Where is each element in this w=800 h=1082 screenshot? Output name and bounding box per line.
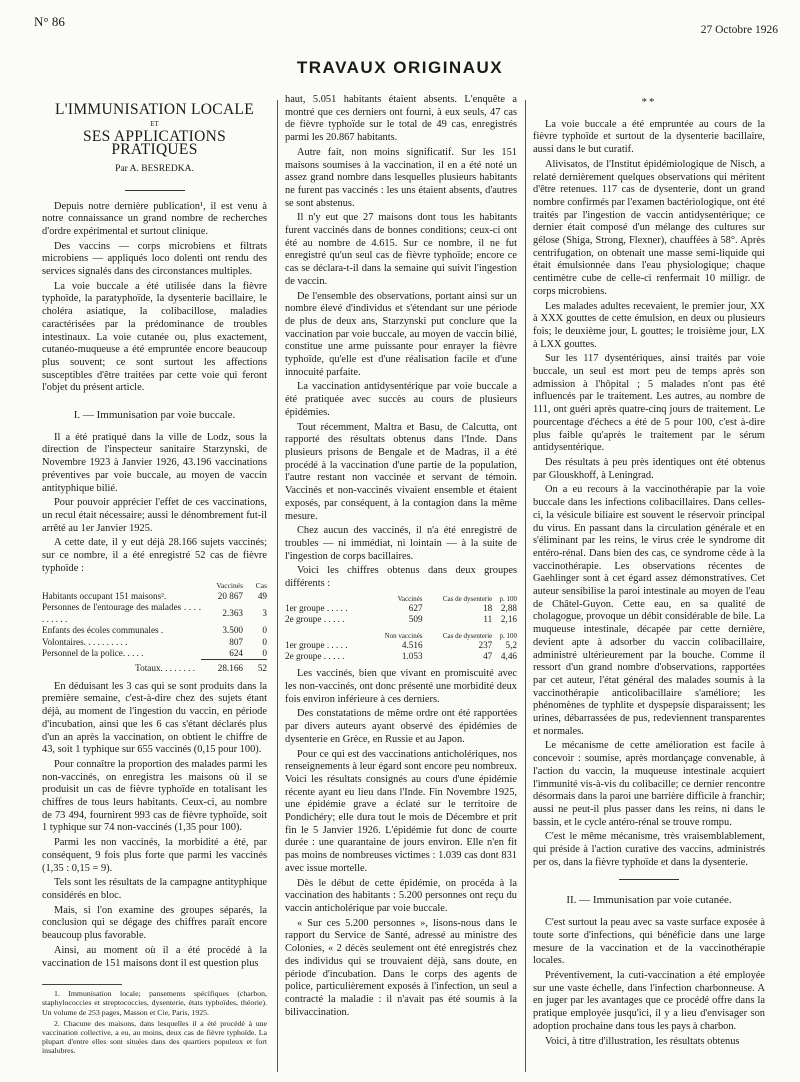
footnote-2: 2. Chacune des maisons, dans lesquelles il a été procédé à une vaccination collective, a eu, au moins, deux cas de fièvre typhoïde. La plupart d'entre elles sont situées dans des quartiers populeux et fort insalubres.: [42, 1018, 267, 1056]
paragraph: Ainsi, au moment où il a été procédé à la vaccination de 151 maisons dont il est question plus: [42, 944, 267, 969]
paragraph: Depuis notre dernière publication¹, il est venu à notre connaissance un grand nombre de recherches d'ordre expérimental et surtout clinique.: [42, 200, 267, 237]
footnote-rule: [42, 984, 122, 985]
paragraph: Les vaccinés, bien que vivant en promiscuité avec les non-vaccinés, ont donc présenté une morbidité deux fois environ inférieure à ces derniers.: [285, 668, 517, 705]
paragraph: Pour connaître la proportion des malades parmi les non-vaccinés, on enregistra les maisons où il se produisit un cas de fièvre typhoïde en totalisant les chiffres de tous leurs habitants. Ceux-ci, au nombre de 73 494, fournirent 993 cas de fièvre typhoïde, soit 1 typhique sur 74 non-vaccinés (1,35 pour 100).: [42, 758, 267, 834]
table-cell-cases: 47: [483, 650, 493, 661]
column-2: [285, 94, 517, 1021]
table-cell-label: Volontaires. . . . . . . . . .: [42, 636, 128, 647]
table-cell-vaccines: 807: [229, 636, 243, 647]
table-cell-vaccines: 624: [229, 647, 243, 658]
paragraph: Pour pouvoir apprécier l'effet de ces vaccinations, un recul était nécessaire; aussi le dénombrement fut-il arrêté au 1er Janvier 1925.: [42, 497, 267, 534]
table-cell-label: Personnes de l'entourage des malades . . . . . . . . . .: [42, 602, 201, 624]
table-cell-group: 1er groupe . . . . .: [285, 602, 348, 613]
table-cell-count: 4.516: [401, 639, 423, 650]
table-cell-vaccines: 3.500: [222, 625, 243, 636]
paragraph: Alivisatos, de l'Institut épidémiologique de Nisch, a relaté dernièrement quelques observations qui méritent d'être retenues. 117 cas de dysenterie, dont un grand nombre confirmés par l'examen bactériologique, ont été traités par l'ingestion de vaccin antidysentérique; ce dernier était composé d'un mélange des cultures sur gélose (Shiga, Strong, Flexner), chauffées à 58°. Après centrifugation, on obtenait une masse semi-liquide qui était émulsionnée dans l'eau physiologique; chaque centimètre cube de celle-ci renfermait 10 milligr. de corps microbiens.: [533, 158, 765, 297]
paragraph: C'est surtout la peau avec sa vaste surface exposée à toute sorte d'infections, qui bénéficie dans une large mesure de la vaccination et de la vaccinothérapie locales.: [533, 917, 765, 967]
table-header-cases: Cas: [255, 580, 267, 590]
table-cell-cases: 0: [262, 636, 267, 647]
paragraph: haut, 5.051 habitants étaient absents. L'enquête a montré que ces derniers ont fourni, à eux seuls, 47 cas de fièvre typhoïde sur le total de 49 cas, enregistrés parmi les 20.867 habitants.: [285, 94, 517, 144]
table-row: [42, 602, 267, 625]
paragraph: Tels sont les résultats de la campagne antityphique considérés en bloc.: [42, 877, 267, 901]
table-cell-group: 2e groupe . . . . .: [285, 650, 345, 661]
table-total-cases: 52: [243, 660, 267, 675]
paragraph: La vaccination antidysentérique par voie buccale a été pratiquée avec succès au cours de plusieurs épidémies.: [285, 381, 517, 418]
table-cell-cases: 18: [483, 602, 493, 613]
issue-date: 27 Octobre 1926: [700, 24, 778, 36]
paragraph: En déduisant les 3 cas qui se sont produits dans la première semaine, c'est-à-dire chez des sujets étant déjà, au moment de l'ingestion du vaccin, en période d'incubation, ainsi que les 6 cas s'étant déclarés plus d'un an après la vaccination, on obtient le chiffre de 43, soit 1 typhique sur 655 vaccinés (0,15 pour 100).: [42, 680, 267, 756]
column-3: [533, 94, 765, 1050]
table-cell-percent: 5,2: [505, 639, 517, 650]
table-cell-percent: 2,16: [500, 614, 517, 625]
paragraph: Voici les chiffres obtenus dans deux groupes différents :: [285, 565, 517, 590]
table-header-empty: [42, 580, 201, 591]
article-title-line-2: SES APPLICATIONS PRATIQUES: [82, 128, 227, 159]
dysentery-vaccination-table: [285, 595, 517, 663]
table-row: [285, 640, 517, 651]
table-cell-count: 1.053: [401, 650, 423, 661]
table-total-row: [42, 660, 267, 675]
paragraph: Il n'y eut que 27 maisons dont tous les habitants furent vaccinés dans de bonnes conditions; ceux-ci ont été au nombre de 4.615. Sur ce nombre, il ne fut enregistré qu'un seul cas de fièvre typhoïde; encore ce cas se déclara-t-il dans la semaine qui suivit l'ingestion de vaccin.: [285, 212, 517, 287]
table-cell-group: 1er groupe . . . . .: [285, 639, 348, 650]
table-cell-cases: 0: [262, 647, 267, 658]
table-cell-percent: 2,88: [500, 602, 517, 613]
table-row: [42, 591, 267, 602]
article-title-line-1: L'IMMUNISATION LOCALE: [55, 101, 254, 118]
paragraph: Des résultats à peu près identiques ont été obtenus par Glouskhoff, à Leningrad.: [533, 456, 765, 481]
article-author: Par A. BESREDKA.: [115, 163, 194, 174]
paragraph: Chez aucun des vaccinés, il n'a été enregistré de troubles — ni immédiat, ni lointain — à la suite de l'ingestion de corps bacillaires.: [285, 525, 517, 562]
table-cell-cases: 237: [478, 639, 493, 650]
table-header-percent: p. 100: [499, 594, 517, 603]
table-cell-cases: 11: [483, 614, 493, 625]
paragraph: Pour ce qui est des vaccinations anticholériques, nos renseignements à leur égard sont encore peu nombreux. Voici les résultats consignés au cours d'une épidémie récente ayant eu lieu dans l'Inde. Fin Novembre 1925, une épidémie grave a éclaté sur le territoire de Pondichéry; elle dura tout le mois de Décembre et prit fin le 5 Janvier 1926. L'épidémie fut donc de courte durée : une quarantaine de jours environ. Elle n'en fit pas moins de nombreuses victimes : 1.039 cas dont 831 avec issue mortelle.: [285, 748, 517, 874]
footnote-1: 1. Immunisation locale; pansements spécifiques (charbon, staphylococcies et streptococcies, dysenterie, états typhoïdes, théorie). Un volume de 253 pages, Masson et Cie, Paris, 1925.: [42, 989, 267, 1017]
paragraph: Parmi les non vaccinés, la morbidité a été, par conséquent, 9 fois plus forte que parmi les vaccinés (1,35 : 0,15 = 9).: [42, 837, 267, 874]
section-stars: **: [641, 96, 657, 108]
table-header-cases: Cas de dysenterie: [442, 594, 493, 603]
table-total-label: Totaux. . . . . . . .: [135, 663, 195, 674]
article-title-et: ET: [150, 119, 159, 128]
paragraph: La voie buccale a été empruntée au cours de la fièvre typhoïde et surtout de la dysenterie bacillaire, aussi dans le but curatif.: [533, 118, 765, 156]
paragraph: Sur les 117 dysentériques, ainsi traités par voie buccale, un seul est mort peu de temps après son admission à l'hôpital ; 5 malades n'ont pas été influencés par le traitement. Les autres, au nombre de 111, ont guéri après quatre-cinq jours de traitement. Le pourcentage d'échecs a été de 5 pour 100, c'est à-dire plus faible qu'après le traitement par le sérum antidysentérique.: [533, 353, 765, 454]
table-cell-label: Enfants des écoles communales .: [42, 625, 164, 636]
paragraph: On a eu recours à la vaccinothérapie par la voie buccale dans les infections colibacillaires. Dans celles-ci, la vésicule biliaire est souvent le réservoir principal du virus. En passant dans la circulation générale et en s'éliminant par les reins, le virus crée le syndrome dit entéro-rénal. Dans bien des cas, ce syndrome cède à la vaccinothérapie. Les observations récentes de Gaehlinger sont à cet égard assez démonstratives. Cet auteur sensibilise la paroi intestinale au moyen de l'eau de Châtel-Guyon. Cette eau, en sa qualité de cholagogue, provoque un débit considérable de bile. La muqueuse intestinale, décapée par cette dernière, devient apte à adsorber du vaccin colibacillaire, administré ultérieurement par la bouche. Comme il ressort d'un grand nombre d'observations, rapportées par cet auteur, l'état général des malades soumis à la vaccinothérapie anticolibacillaire s'améliore; les phénomènes de typhlite et dyspepsie disparaissent; les urines, débarrassées de pus, redeviennent transparentes et normales.: [533, 484, 765, 737]
paragraph: Mais, si l'on examine des groupes séparés, la conclusion qui se dégage des chiffres paraît encore beaucoup plus favorable.: [42, 904, 267, 942]
table-row: [285, 603, 517, 614]
table-row: [42, 625, 267, 636]
table-row: [285, 614, 517, 625]
table-row: [42, 637, 267, 648]
paragraph: Autre fait, non moins significatif. Sur les 151 maisons soumises à la vaccination, il en a été noté un assez grand nombre dans lesquelles plusieurs habitants ne furent pas vaccinés : les uns étaient absents, d'autres se sont abstenus.: [285, 146, 517, 209]
table-header-vaccines: Vaccinés: [216, 580, 243, 590]
table-cell-percent: 4,46: [500, 650, 517, 661]
section-rubric: TRAVAUX ORIGINAUX: [296, 58, 504, 77]
paragraph: C'est le même mécanisme, très vraisemblablement, qui préside à l'action curative des vaccins, administrés per os, dans la fièvre typhoïde et dans la dysenterie.: [533, 831, 765, 868]
table-row: [285, 651, 517, 662]
table-row: [42, 648, 267, 660]
table-header-non-vaccines: Non vaccinés: [384, 631, 423, 640]
table-cell-vaccines: 2.363: [222, 608, 243, 619]
table-cell-label: Habitants occupant 151 maisons².: [42, 590, 167, 601]
issue-number: N° 86: [34, 14, 65, 29]
table-total-vaccines: 28.166: [201, 660, 243, 675]
table-cell-cases: 49: [257, 590, 267, 601]
table-cell-cases: 0: [262, 625, 267, 636]
table-cell-cases: 3: [262, 608, 267, 619]
paragraph: Des constatations de même ordre ont été rapportées par divers auteurs ayant observé des épidémies de dysenterie en Grèce, en Russie et au Japon.: [285, 708, 517, 745]
paragraph: « Sur ces 5.200 personnes », lisons-nous dans le rapport du Service de Santé, adressé au ministre des Colonies, « 2 décès seulement ont été enregistrés chez des individus qui se trouvaient déjà, sans doute, en période d'incubation. Dans le corps des agents de police, particulièrement exposés à l'infection, un seul a contracté la maladie : il n'avait pas été soumis à la bilivaccination.: [285, 917, 517, 1018]
title-rule: [125, 190, 185, 191]
table-cell-group: 2e groupe . . . . .: [285, 614, 345, 625]
section-heading-1: I. — Immunisation par voie buccale.: [73, 409, 236, 422]
paragraph: Dès le début de cette épidémie, on procéda à la vaccination des habitants : 5.200 personnes ont reçu du vaccin anticholérique par voie buccale.: [285, 877, 517, 914]
paragraph: Les malades adultes recevaient, le premier jour, XX à XXX gouttes de cette émulsion, en deux ou plusieurs fois; le deuxième jour, L gouttes; le troisième jour, LX à LXX gouttes.: [533, 300, 765, 350]
paragraph: De l'ensemble des observations, portant ainsi sur un nombre élevé d'individus et s'étendant sur une période de plus de deux ans, Starzynski put conclure que la vaccination par voie buccale, au moyen de vaccin bilié, constitue une arme puissante pour enrayer la fièvre typhoïde, qu'elle est d'une réalisation facile et d'une innocuité parfaite.: [285, 290, 517, 378]
table-cell-count: 509: [408, 614, 423, 625]
typhoid-vaccination-table: [42, 580, 267, 675]
table-header-vaccines: Vaccinés: [397, 594, 423, 603]
paragraph: A cette date, il y eut déjà 28.166 sujets vaccinés; sur ce nombre, il a été enregistré 52 cas de fièvre typhoïde :: [42, 537, 267, 574]
section-rule: [619, 879, 679, 880]
table-header-percent: p. 100: [499, 631, 517, 640]
table-cell-vaccines: 20 867: [217, 590, 243, 601]
column-rule-1: [277, 100, 278, 1072]
paragraph: Des vaccins — corps microbiens et filtrats microbiens — appliqués loco dolenti ont rendu des services signalés dans des circonstances multiples.: [42, 240, 267, 278]
column-rule-2: [525, 100, 526, 1072]
table-header-cases: Cas de dysenterie: [442, 631, 493, 640]
paragraph: Voici, à titre d'illustration, les résultats obtenus: [545, 1035, 740, 1047]
paragraph: Préventivement, la cuti-vaccination a été employée sur une vaste échelle, dans l'infection charbonneuse. A en juger par les avantages que ce procédé offre dans la pratique employée jusqu'ici, il y a lieu d'envisager son adoption prochaine dans tous les pays à charbon.: [533, 970, 765, 1032]
table-header-empty: [285, 626, 369, 640]
table-header-empty: [285, 595, 369, 603]
column-1: [42, 94, 267, 1058]
paragraph: Tout récemment, Maltra et Basu, de Calcutta, ont rapporté des résultats obtenus dans l'Inde. Dans plusieurs prisons de Bengale et de Madras, il a été procédé à la vaccination d'une partie de la population, l'autre restant non vaccinée et servant de témoin. Vaccinés et non-vaccinés vivaient ensemble et étaient exposés, par conséquent, à la contagion dans la même mesure.: [285, 421, 517, 522]
section-heading-2: II. — Immunisation par voie cutanée.: [566, 894, 732, 907]
paragraph: Le mécanisme de cette amélioration est facile à concevoir : soumise, après mordançage convenable, à l'action du vaccin, la muqueuse intestinale acquiert l'immunité vis-à-vis du colibacille; ce dernier rencontre désormais dans la paroi une barrière difficile à franchir; aussi ne peut-il plus passer dans les reins, ni dans le bassin, et le cycle antéro-rénal se trouve rompu.: [533, 740, 765, 828]
paragraph: La voie buccale a été utilisée dans la fièvre typhoïde, la paratyphoïde, la dysenterie bacillaire, le choléra asiatique, la colibacillose, maladies caractérisées par la prédominance de troubles intestinaux. La voie cutanée ou, plus exactement, cutanéo-muqueuse a été empruntée encore beaucoup plus souvent; ce sont surtout les affections susceptibles d'être traitées par cette voie qui feront l'objet du présent article.: [42, 280, 267, 394]
table-cell-label: Personnel de la police. . . . .: [42, 648, 144, 659]
table-cell-count: 627: [408, 602, 423, 613]
paragraph: Il a été pratiqué dans la ville de Lodz, sous la direction de l'inspecteur sanitaire Starzynski, de Novembre 1923 à Janvier 1926, 43.196 vaccinations préventives par voie buccale, au moyen de vaccin antityphique bilié.: [42, 431, 267, 494]
